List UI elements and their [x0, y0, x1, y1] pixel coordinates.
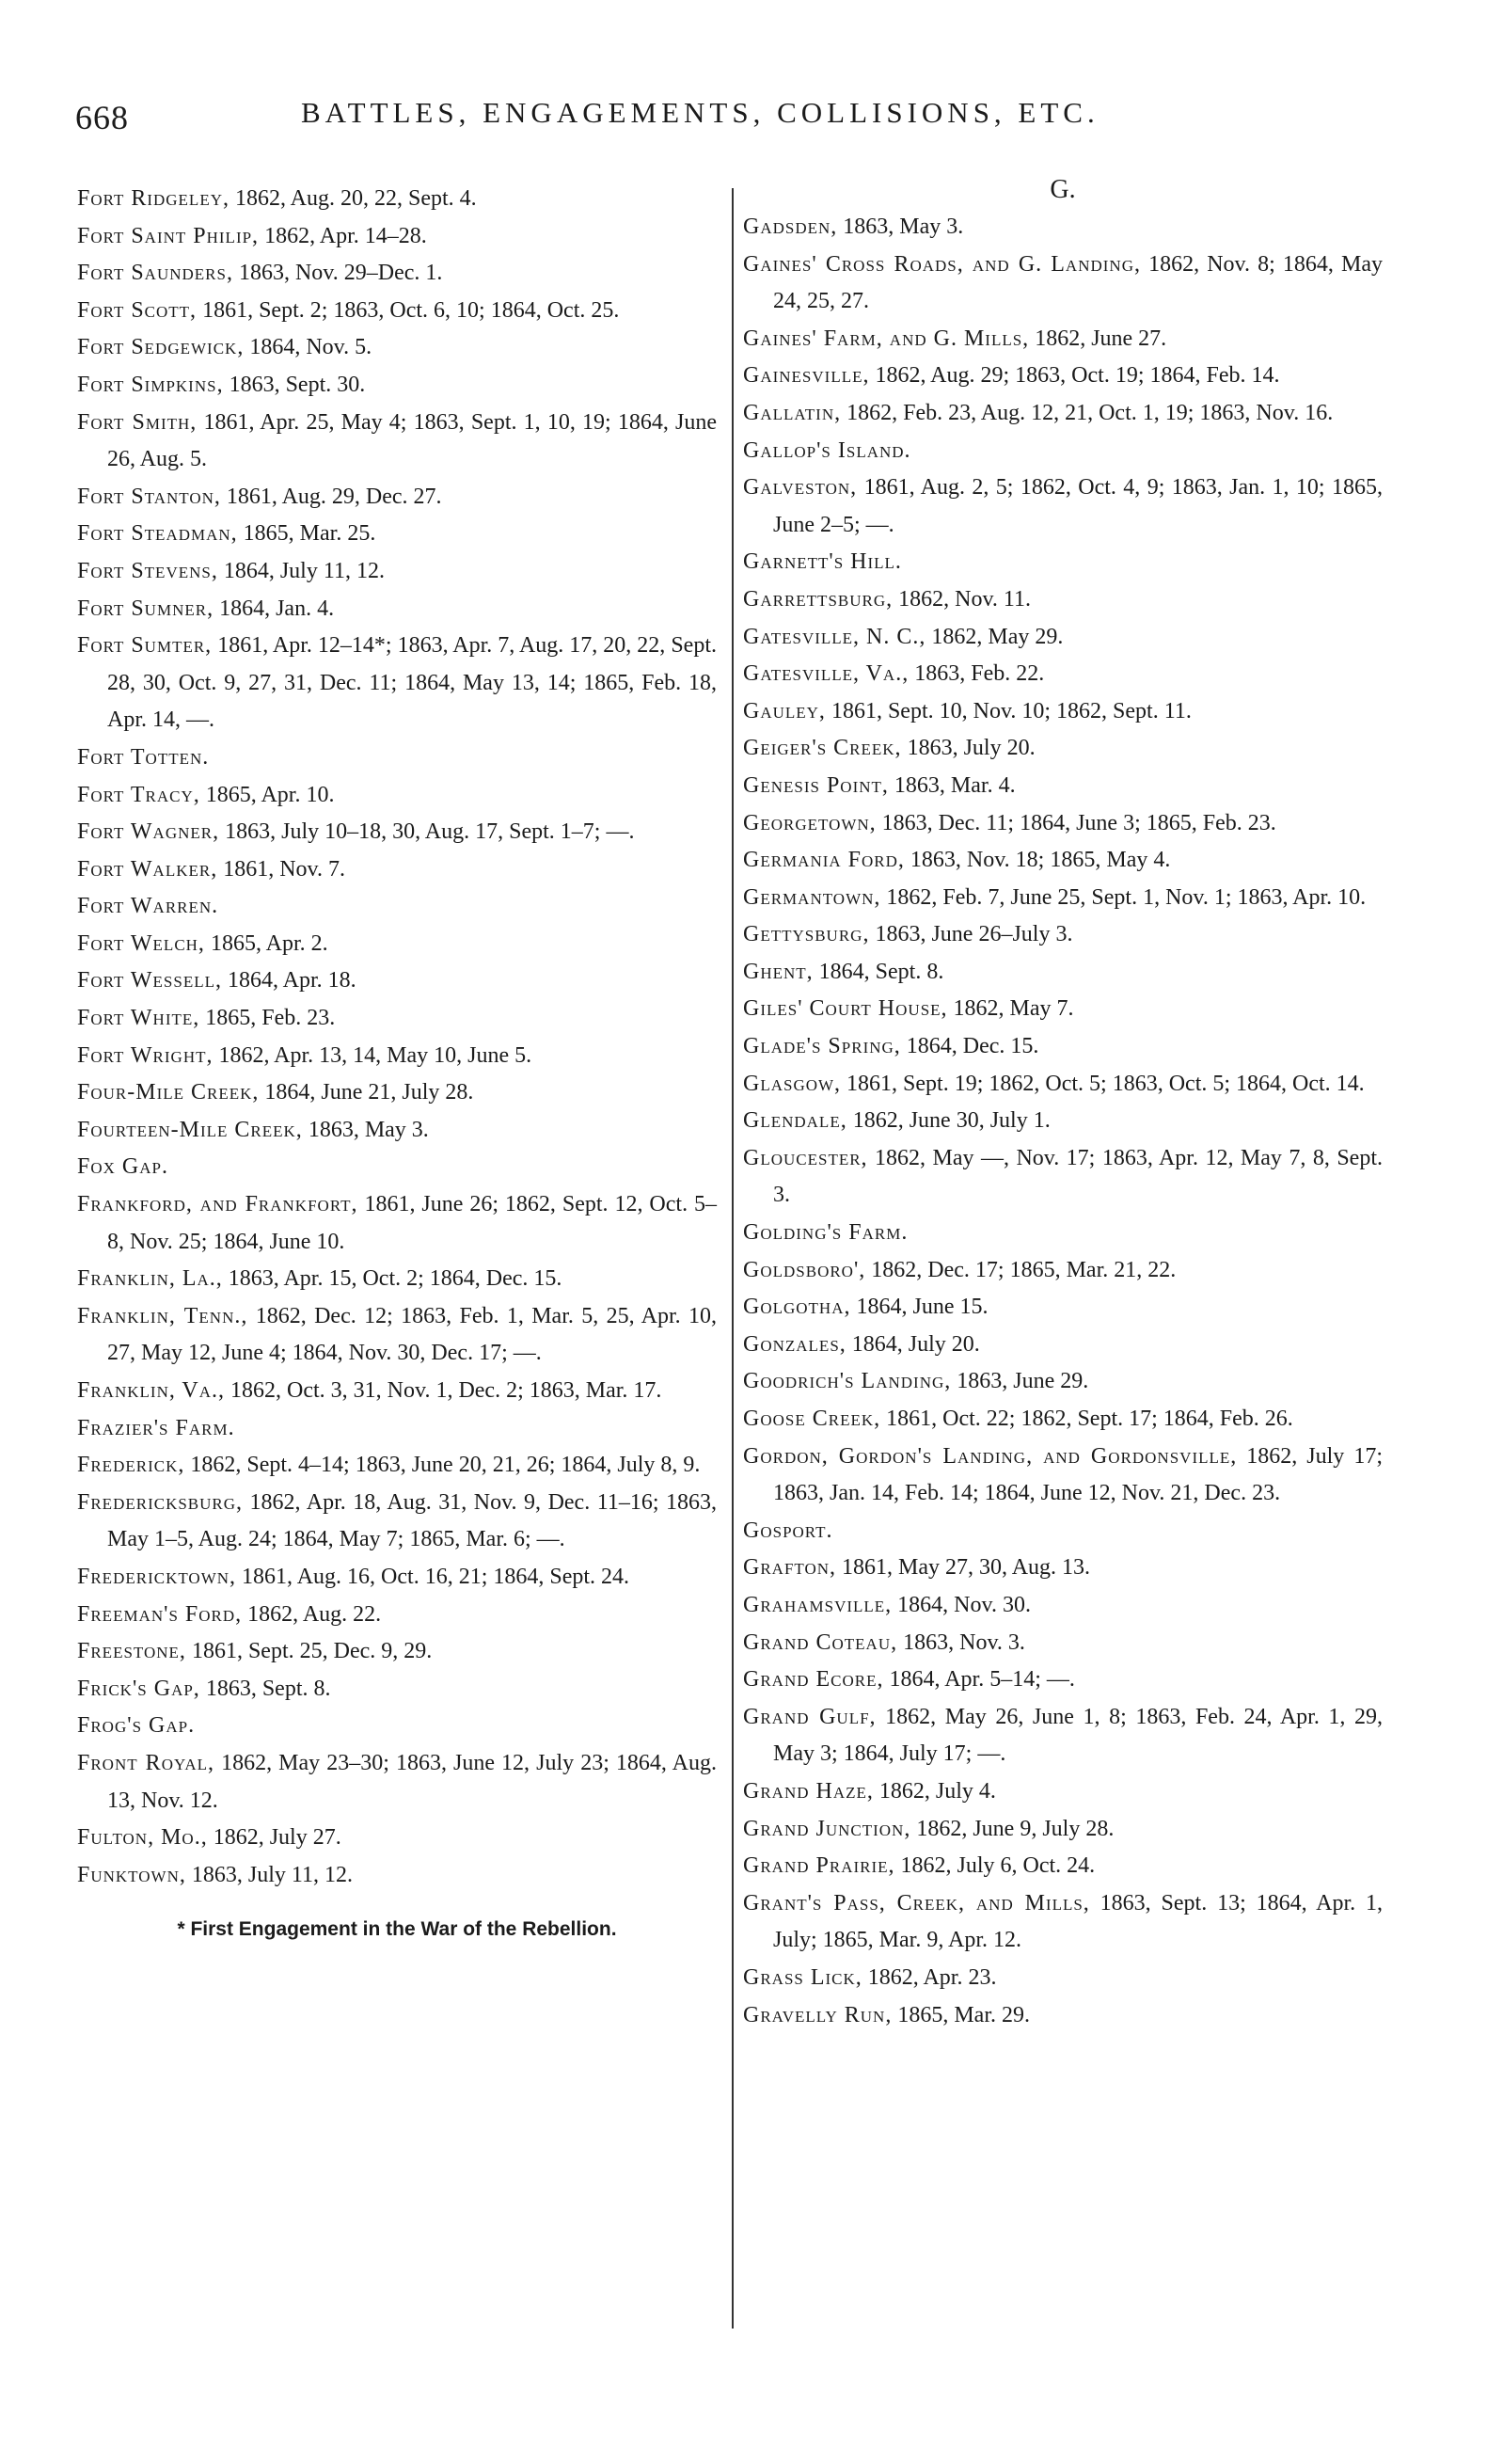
entry-dates: 1864, Nov. 30.: [892, 1592, 1031, 1617]
entry-dates: 1862, June 30, July 1.: [846, 1108, 1051, 1134]
index-entry: [77, 1410, 717, 1448]
entry-place-name: Goose Creek,: [743, 1407, 881, 1431]
entry-dates: 1862, Aug. 29; 1863, Oct. 19; 1864, Feb. 14.: [869, 363, 1280, 389]
entry-dates: 1862, June 9, July 28.: [910, 1816, 1115, 1841]
entry-place-name: Glasgow,: [743, 1071, 842, 1096]
index-entry: [743, 1028, 1383, 1066]
entry-dates: 1862, May 23–30; 1863, June 12, July 23; 1864, Aug. 13, Nov. 12.: [107, 1750, 717, 1813]
entry-place-name: Fox Gap.: [77, 1154, 168, 1180]
index-entry: [77, 1633, 717, 1671]
entry-place-name: Fort Wessell,: [77, 968, 222, 994]
entry-dates: 1861, Oct. 22; 1862, Sept. 17; 1864, Feb. 26.: [880, 1407, 1293, 1431]
entry-dates: 1862, July 17; 1863, Jan. 14, Feb. 14; 1864, June 12, Nov. 21, Dec. 23.: [773, 1443, 1383, 1506]
index-entry: [743, 246, 1383, 321]
index-entry: [77, 1112, 717, 1150]
entry-place-name: Fort Totten.: [77, 744, 210, 770]
index-entry: [743, 1252, 1383, 1290]
entry-dates: 1862, July 6, Oct. 24.: [894, 1853, 1096, 1879]
index-entry: [743, 209, 1383, 246]
index-entry: [743, 1140, 1383, 1215]
entry-dates: 1864, Sept. 8.: [813, 959, 944, 984]
entry-place-name: Fredericktown,: [77, 1564, 237, 1589]
index-entry: [743, 693, 1383, 731]
index-entry: [743, 842, 1383, 880]
entry-place-name: Gettysburg,: [743, 922, 870, 947]
index-entry: [77, 1671, 717, 1709]
index-entry: [743, 730, 1383, 768]
index-entry: [743, 1625, 1383, 1662]
entry-dates: 1863, Sept. 13; 1864, Apr. 1, July; 1865, Mar. 9, Apr. 12.: [773, 1890, 1383, 1953]
entry-dates: 1863, July 11, 12.: [185, 1862, 353, 1887]
entry-dates: 1864, June 15.: [850, 1295, 989, 1320]
entry-dates: 1863, July 10–18, 30, Aug. 17, Sept. 1–7; —.: [219, 819, 635, 845]
entry-place-name: Fort Ridgeley,: [77, 186, 229, 211]
entry-place-name: Geiger's Creek,: [743, 736, 902, 761]
entry-place-name: Gaines' Cross Roads, and G. Landing,: [743, 251, 1141, 277]
index-entry: [77, 1000, 717, 1038]
entry-place-name: Freestone,: [77, 1639, 186, 1664]
entry-dates: 1864, Apr. 5–14; —.: [883, 1667, 1075, 1693]
entry-dates: 1864, Nov. 5.: [244, 335, 372, 360]
entry-dates: 1862, Apr. 18, Aug. 31, Nov. 9, Dec. 11–16; 1863, May 1–5, Aug. 24; 1864, May 7; 1865, Mar. 6; —.: [107, 1489, 717, 1552]
entry-place-name: Fort Wright,: [77, 1042, 214, 1068]
entry-dates: 1865, Apr. 10.: [199, 782, 335, 807]
entry-place-name: Germania Ford,: [743, 848, 905, 873]
entry-place-name: Fort Smith,: [77, 409, 198, 435]
index-entry: [743, 1997, 1383, 2035]
entry-place-name: Gravelly Run,: [743, 2002, 893, 2027]
index-entry: [77, 628, 717, 739]
index-entry: [77, 1038, 717, 1075]
index-entry: [77, 1559, 717, 1597]
entry-place-name: Gordon, Gordon's Landing, and Gordonsville,: [743, 1443, 1238, 1469]
index-entry: [743, 619, 1383, 657]
entry-dates: 1864, Jan. 4.: [214, 596, 335, 621]
entry-place-name: Fort Wagner,: [77, 819, 220, 845]
index-entry: [743, 1848, 1383, 1885]
index-entry: [77, 181, 717, 218]
footnote: * First Engagement in the War of the Rebellion.: [177, 1918, 617, 1941]
index-entry: [743, 1103, 1383, 1140]
index-entry: [743, 1661, 1383, 1699]
index-entry: [77, 1820, 717, 1857]
entry-place-name: Fort Welch,: [77, 930, 205, 956]
entry-dates: 1862, Aug. 22.: [242, 1601, 382, 1627]
entry-dates: 1863, Feb. 22.: [909, 661, 1045, 687]
entry-place-name: Fort Sedgewick,: [77, 335, 245, 360]
entry-place-name: Gadsden,: [743, 215, 838, 239]
entry-dates: 1863, Sept. 30.: [223, 372, 366, 397]
index-entry: [743, 880, 1383, 917]
index-entry: [743, 1439, 1383, 1513]
index-entry: [743, 1513, 1383, 1550]
entry-place-name: Georgetown,: [743, 810, 877, 835]
index-entry: [77, 1857, 717, 1895]
index-entry: [77, 1708, 717, 1745]
index-entry: [743, 991, 1383, 1028]
index-entry: [743, 469, 1383, 544]
entry-dates: 1862, Nov. 8; 1864, May 24, 25, 27.: [773, 251, 1383, 314]
index-entry: [77, 777, 717, 815]
entry-dates: 1861, Aug. 16, Oct. 16, 21; 1864, Sept. 24.: [236, 1564, 630, 1589]
entry-place-name: Grand Prairie,: [743, 1853, 895, 1879]
entry-place-name: Franklin, La.,: [77, 1266, 223, 1292]
index-entry: [77, 479, 717, 517]
entry-place-name: Frazier's Farm.: [77, 1415, 235, 1440]
entry-dates: 1862, July 4.: [873, 1778, 996, 1804]
entry-dates: 1862, May 26, June 1, 8; 1863, Feb. 24, Apr. 1, 29, May 3; 1864, July 17; —.: [773, 1704, 1383, 1767]
entry-place-name: Frick's Gap,: [77, 1676, 200, 1701]
entry-dates: 1865, Apr. 2.: [204, 930, 328, 956]
index-entry: [743, 433, 1383, 470]
entry-place-name: Gosport.: [743, 1518, 833, 1543]
index-entry: [743, 916, 1383, 954]
entry-dates: 1862, May 29.: [926, 624, 1064, 649]
entry-place-name: Fort Walker,: [77, 856, 218, 882]
entry-place-name: Frederick,: [77, 1453, 185, 1478]
entry-place-name: Grahamsville,: [743, 1592, 893, 1617]
entry-place-name: Front Royal,: [77, 1750, 215, 1775]
column-rule: [732, 188, 734, 2329]
entry-dates: 1862, July 27.: [207, 1825, 341, 1851]
entry-dates: 1861, June 26; 1862, Sept. 12, Oct. 5–8, Nov. 25; 1864, June 10.: [107, 1192, 717, 1254]
entry-place-name: Gainesville,: [743, 363, 870, 389]
index-entry: [77, 367, 717, 405]
index-entry: [77, 255, 717, 293]
right-entries: [743, 209, 1383, 2034]
entry-dates: 1863, July 20.: [901, 736, 1036, 761]
entry-place-name: Fort Stevens,: [77, 558, 218, 583]
entry-place-name: Germantown,: [743, 884, 881, 910]
entry-dates: 1863, May 3.: [837, 215, 964, 239]
entry-place-name: Grand Haze,: [743, 1778, 874, 1804]
entry-place-name: Gallatin,: [743, 400, 842, 425]
index-entry: [743, 1587, 1383, 1625]
entry-dates: 1861, May 27, 30, Aug. 13.: [836, 1555, 1091, 1581]
entry-dates: 1861, Aug. 29, Dec. 27.: [220, 484, 442, 509]
entry-place-name: Grand Junction,: [743, 1816, 911, 1841]
index-entry: [743, 395, 1383, 433]
entry-place-name: Franklin, Va.,: [77, 1378, 226, 1403]
index-entry: [77, 1074, 717, 1112]
index-entry: [77, 1373, 717, 1410]
entry-place-name: Gonzales,: [743, 1331, 846, 1357]
index-entry: [743, 358, 1383, 395]
entry-dates: 1861, Sept. 19; 1862, Oct. 5; 1863, Oct. 5; 1864, Oct. 14.: [841, 1071, 1365, 1096]
index-entry: [77, 405, 717, 479]
index-entry: [743, 1773, 1383, 1811]
index-entry: [743, 1066, 1383, 1104]
entry-dates: 1862, Feb. 23, Aug. 12, 21, Oct. 1, 19; 1863, Nov. 16.: [841, 400, 1334, 425]
entry-place-name: Grafton,: [743, 1555, 837, 1581]
entry-place-name: Goldsboro',: [743, 1257, 866, 1282]
entry-dates: 1863, Nov. 3.: [897, 1629, 1025, 1655]
entry-place-name: Gloucester,: [743, 1145, 868, 1170]
entry-dates: 1862, Apr. 14–28.: [259, 223, 427, 248]
entry-dates: 1862, Oct. 3, 31, Nov. 1, Dec. 2; 1863, Mar. 17.: [225, 1378, 662, 1403]
entry-place-name: Goodrich's Landing,: [743, 1369, 952, 1394]
entry-dates: 1861, Sept. 25, Dec. 9, 29.: [185, 1639, 433, 1664]
index-entry: [77, 293, 717, 330]
running-head: BATTLES, ENGAGEMENTS, COLLISIONS, ETC.: [301, 96, 1100, 129]
index-entry: [77, 739, 717, 777]
index-entry: [77, 1447, 717, 1485]
entry-dates: 1861, Aug. 2, 5; 1862, Oct. 4, 9; 1863, Jan. 1, 10; 1865, June 2–5; —.: [773, 475, 1383, 537]
entry-dates: 1865, Mar. 29.: [892, 2002, 1030, 2027]
entry-place-name: Gallop's Island.: [743, 437, 911, 463]
entry-dates: 1861, Nov. 7.: [217, 856, 345, 882]
index-entry: [77, 1186, 717, 1261]
left-entries: [77, 181, 717, 1894]
index-entry: [77, 591, 717, 628]
index-entry: [77, 553, 717, 591]
entry-dates: 1863, May 3.: [302, 1117, 429, 1142]
entry-place-name: Fort White,: [77, 1006, 200, 1031]
entry-place-name: Ghent,: [743, 959, 814, 984]
entry-place-name: Four-Mile Creek,: [77, 1080, 260, 1105]
entry-dates: 1863, Nov. 18; 1865, May 4.: [904, 848, 1171, 873]
entry-dates: 1862, May 7.: [947, 996, 1074, 1022]
entry-place-name: Grand Coteau,: [743, 1629, 898, 1655]
entry-dates: 1864, Dec. 15.: [900, 1034, 1039, 1059]
entry-dates: 1865, Mar. 25.: [237, 521, 376, 547]
index-entry: [77, 926, 717, 963]
index-entry: [743, 1401, 1383, 1439]
index-entry: [77, 888, 717, 926]
entry-place-name: Fort Simpkins,: [77, 372, 224, 397]
entry-dates: 1862, Aug. 20, 22, Sept. 4.: [229, 186, 477, 211]
entry-dates: 1861, Sept. 2; 1863, Oct. 6, 10; 1864, Oct. 25.: [197, 297, 620, 323]
entry-place-name: Fort Warren.: [77, 894, 219, 919]
entry-place-name: Giles' Court House,: [743, 996, 948, 1022]
entry-place-name: Glendale,: [743, 1108, 847, 1134]
index-entry: [77, 1745, 717, 1820]
entry-dates: 1862, May —, Nov. 17; 1863, Apr. 12, May 7, 8, Sept. 3.: [773, 1145, 1383, 1208]
index-entry: [743, 321, 1383, 358]
entry-dates: 1862, Nov. 11.: [893, 586, 1032, 612]
index-entry: [743, 805, 1383, 843]
entry-place-name: Garnett's Hill.: [743, 549, 902, 575]
entry-dates: 1863, June 26–July 3.: [869, 922, 1073, 947]
index-entry: [743, 1885, 1383, 1960]
index-entry: [77, 218, 717, 256]
entry-place-name: Frog's Gap.: [77, 1713, 196, 1739]
index-entry: [743, 954, 1383, 992]
index-entry: [743, 768, 1383, 805]
entry-place-name: Fort Stanton,: [77, 484, 221, 509]
entry-place-name: Franklin, Tenn.,: [77, 1303, 248, 1328]
entry-place-name: Grant's Pass, Creek, and Mills,: [743, 1890, 1090, 1916]
entry-dates: 1864, July 11, 12.: [217, 558, 385, 583]
index-entry: [743, 581, 1383, 619]
index-entry: [743, 1811, 1383, 1849]
entry-dates: 1862, Apr. 23.: [862, 1964, 997, 1990]
index-entry: [743, 1699, 1383, 1773]
entry-place-name: Funktown,: [77, 1862, 186, 1887]
entry-place-name: Glade's Spring,: [743, 1034, 901, 1059]
entry-place-name: Fredericksburg,: [77, 1489, 244, 1515]
entry-dates: 1863, Apr. 15, Oct. 2; 1864, Dec. 15.: [222, 1266, 562, 1292]
entry-dates: 1864, Apr. 18.: [222, 968, 356, 994]
entry-place-name: Freeman's Ford,: [77, 1601, 243, 1627]
entry-dates: 1861, Sept. 10, Nov. 10; 1862, Sept. 11.: [825, 698, 1192, 723]
index-entry: [77, 851, 717, 889]
entry-place-name: Grand Gulf,: [743, 1704, 877, 1729]
entry-place-name: Grand Ecore,: [743, 1667, 884, 1693]
entry-dates: 1862, Feb. 7, June 25, Sept. 1, Nov. 1; 1863, Apr. 10.: [880, 884, 1367, 910]
index-entry: [77, 1597, 717, 1634]
entry-place-name: Fort Saint Philip,: [77, 223, 260, 248]
index-entry: [77, 814, 717, 851]
index-entry: [743, 1960, 1383, 1997]
entry-place-name: Fort Steadman,: [77, 521, 238, 547]
index-entry: [743, 544, 1383, 581]
entry-dates: 1863, Sept. 8.: [199, 1676, 331, 1701]
entry-dates: 1862, Dec. 17; 1865, Mar. 21, 22.: [865, 1257, 1177, 1282]
entry-dates: 1865, Feb. 23.: [199, 1006, 336, 1031]
index-entry: [77, 1298, 717, 1373]
entry-place-name: Golding's Farm.: [743, 1220, 909, 1246]
index-entry: [77, 516, 717, 553]
entry-dates: 1862, Dec. 12; 1863, Feb. 1, Mar. 5, 25, Apr. 10, 27, May 12, June 4; 1864, Nov. 30, Dec. 17; —.: [107, 1303, 717, 1366]
left-column: [77, 181, 717, 1948]
index-entry: [743, 1363, 1383, 1401]
index-entry: [77, 329, 717, 367]
entry-place-name: Golgotha,: [743, 1295, 851, 1320]
entry-dates: 1862, June 27.: [1029, 326, 1167, 351]
index-entry: [743, 1550, 1383, 1587]
entry-place-name: Grass Lick,: [743, 1964, 862, 1990]
entry-dates: 1862, Sept. 4–14; 1863, June 20, 21, 26; 1864, July 8, 9.: [184, 1453, 701, 1478]
index-entry: [77, 1485, 717, 1559]
entry-place-name: Gauley,: [743, 698, 826, 723]
entry-place-name: Fort Saunders,: [77, 261, 233, 286]
index-entry: [743, 1327, 1383, 1364]
entry-dates: 1864, July 20.: [846, 1331, 980, 1357]
entry-place-name: Fulton, Mo.,: [77, 1825, 208, 1851]
entry-dates: 1863, Dec. 11; 1864, June 3; 1865, Feb. 23.: [876, 810, 1276, 835]
index-entry: [743, 656, 1383, 693]
index-entry: [77, 962, 717, 1000]
index-entry: [77, 1149, 717, 1186]
entry-place-name: Fort Sumner,: [77, 596, 214, 621]
right-column: [743, 175, 1383, 2034]
page-number: 668: [75, 99, 129, 136]
entry-dates: 1861, Apr. 12–14*; 1863, Apr. 7, Aug. 17, 20, 22, Sept. 28, 30, Oct. 9, 27, 31, Dec. 11; 1864, May 13, 14; 1865, Feb. 18, Apr. 14, —.: [107, 633, 717, 733]
index-entry: [77, 1261, 717, 1298]
entry-dates: 1863, June 29.: [951, 1369, 1089, 1394]
index-entry: [743, 1289, 1383, 1327]
entry-dates: 1861, Apr. 25, May 4; 1863, Sept. 1, 10, 19; 1864, June 26, Aug. 5.: [107, 409, 717, 472]
entry-place-name: Frankford, and Frankfort,: [77, 1192, 358, 1217]
entry-place-name: Fort Sumter,: [77, 633, 213, 659]
entry-dates: 1863, Mar. 4.: [888, 772, 1016, 798]
entry-place-name: Garrettsburg,: [743, 586, 894, 612]
entry-place-name: Gaines' Farm, and G. Mills,: [743, 326, 1030, 351]
entry-place-name: Galveston,: [743, 475, 858, 501]
entry-place-name: Fort Tracy,: [77, 782, 200, 807]
entry-dates: 1863, Nov. 29–Dec. 1.: [232, 261, 443, 286]
entry-place-name: Gatesville, Va.,: [743, 661, 910, 687]
section-letter: G.: [1050, 175, 1076, 204]
entry-place-name: Fourteen-Mile Creek,: [77, 1117, 303, 1142]
entry-dates: 1864, June 21, July 28.: [259, 1080, 474, 1105]
entry-place-name: Fort Scott,: [77, 297, 198, 323]
entry-place-name: Genesis Point,: [743, 772, 889, 798]
entry-place-name: Gatesville, N. C.,: [743, 624, 926, 649]
index-entry: [743, 1215, 1383, 1252]
entry-dates: 1862, Apr. 13, 14, May 10, June 5.: [213, 1042, 532, 1068]
